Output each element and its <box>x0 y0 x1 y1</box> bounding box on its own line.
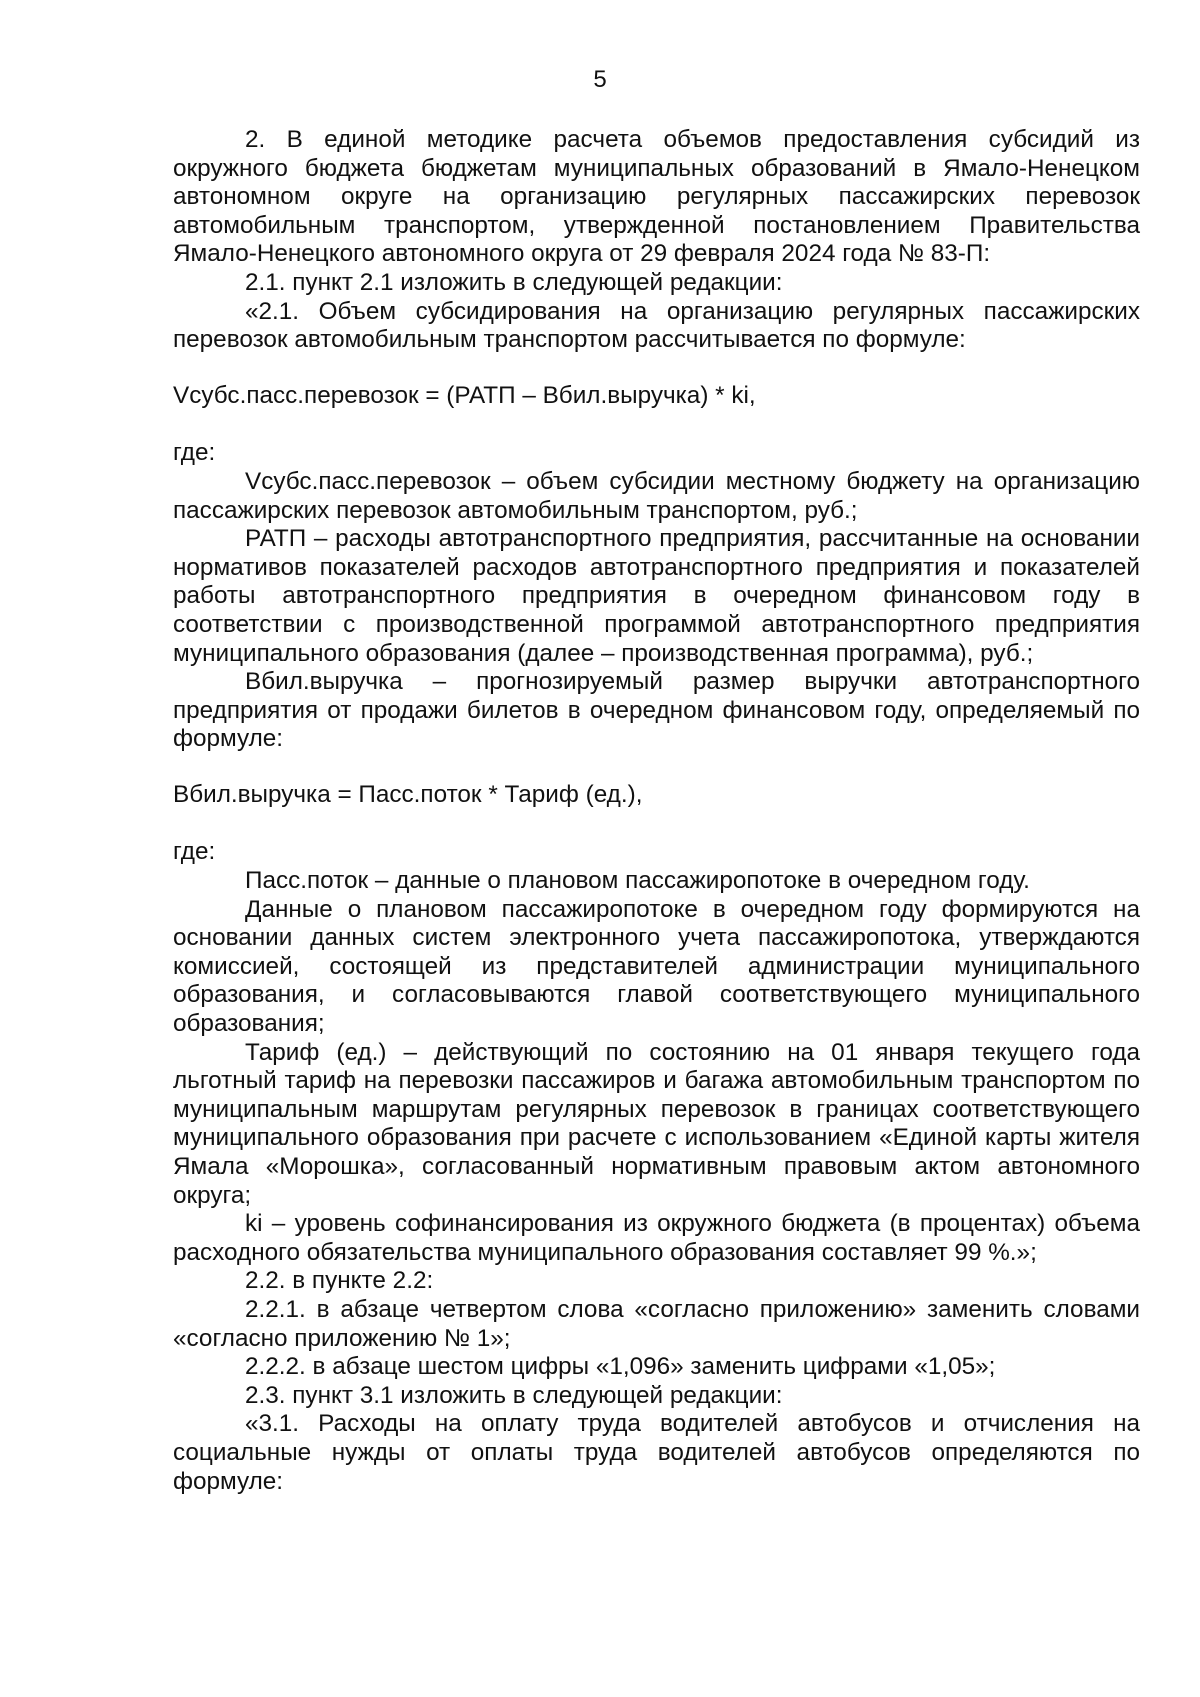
paragraph-clause-2-1: «2.1. Объем субсидирования на организацию регулярных пассажирских перевозок автомобильным транспортом рассчитывается по формуле: <box>173 297 1140 354</box>
paragraph-clause-3-1: «3.1. Расходы на оплату труда водителей автобусов и отчисления на социальные нужды от оплаты труда водителей автобусов определяются по формуле: <box>173 1410 1140 1495</box>
definition-tariff: Тариф (ед.) – действующий по состоянию на 01 января текущего года льготный тариф на перевозки пассажиров и багажа автомобильным транспортом по муниципальным маршрутам регулярных перевозок в границах соответствующего муниципального образования при расчете с использованием «Единой карты жителя Ямала «Морошка», согласованный нормативным правовым актом автономного округа; <box>173 1038 1140 1209</box>
definition-passenger-flow: Пасс.поток – данные о плановом пассажиропотоке в очередном году. <box>245 867 1030 895</box>
paragraph-item-2-2: 2.2. в пункте 2.2: <box>245 1267 434 1295</box>
paragraph-item-2-2-1: 2.2.1. в абзаце четвертом слова «согласно приложению» заменить словами «согласно приложению № 1»; <box>173 1295 1140 1352</box>
formula-subsidy: Vсубс.пасс.перевозок = (РАТП – Вбил.выручка) * ki, <box>173 381 756 409</box>
page-number: 5 <box>593 66 607 93</box>
definition-ratp: РАТП – расходы автотранспортного предприятия, рассчитанные на основании нормативов показателей расходов автотранспортного предприятия и показателей работы автотранспортного предприятия в очередном финансовом году в соответствии с производственной программой автотранспортного предприятия муниципального образования (далее – производственная программа), руб.; <box>173 525 1140 667</box>
definition-ticket-revenue: Вбил.выручка – прогнозируемый размер выручки автотранспортного предприятия от продажи билетов в очередном финансовом году, определяемый по формуле: <box>173 668 1140 753</box>
paragraph-item-2-3: 2.3. пункт 3.1 изложить в следующей редакции: <box>245 1381 783 1409</box>
paragraph-item-2-1: 2.1. пункт 2.1 изложить в следующей редакции: <box>245 268 783 296</box>
definition-v-subsidy: Vсубс.пасс.перевозок – объем субсидии местному бюджету на организацию пассажирских перевозок автомобильным транспортом, руб.; <box>173 467 1140 524</box>
paragraph-item-2-2-2: 2.2.2. в абзаце шестом цифры «1,096» заменить цифрами «1,05»; <box>245 1353 996 1381</box>
paragraph-passenger-flow-data: Данные о плановом пассажиропотоке в очередном году формируются на основании данных систем электронного учета пассажиропотока, утверждаются комиссией, состоящей из представителей администрации муниципального образования, и согласовываются главой соответствующего муниципального образования; <box>173 895 1140 1038</box>
where-label: где: <box>173 439 216 467</box>
formula-ticket-revenue: Вбил.выручка = Пасс.поток * Тариф (ед.), <box>173 780 643 808</box>
where-label: где: <box>173 838 216 866</box>
definition-ki: ki – уровень софинансирования из окружного бюджета (в процентах) объема расходного обязательства муниципального образования составляет 99 %.»; <box>173 1210 1140 1266</box>
paragraph-amendment-intro: 2. В единой методике расчета объемов предоставления субсидий из окружного бюджета бюджетам муниципальных образований в Ямало-Ненецком автономном округе на организацию регулярных пассажирских перевозок автомобильным транспортом, утвержденной постановлением Правительства Ямало-Ненецкого автономного округа от 29 февраля 2024 года № 83-П: <box>173 126 1140 268</box>
document-body <box>173 126 1140 1496</box>
